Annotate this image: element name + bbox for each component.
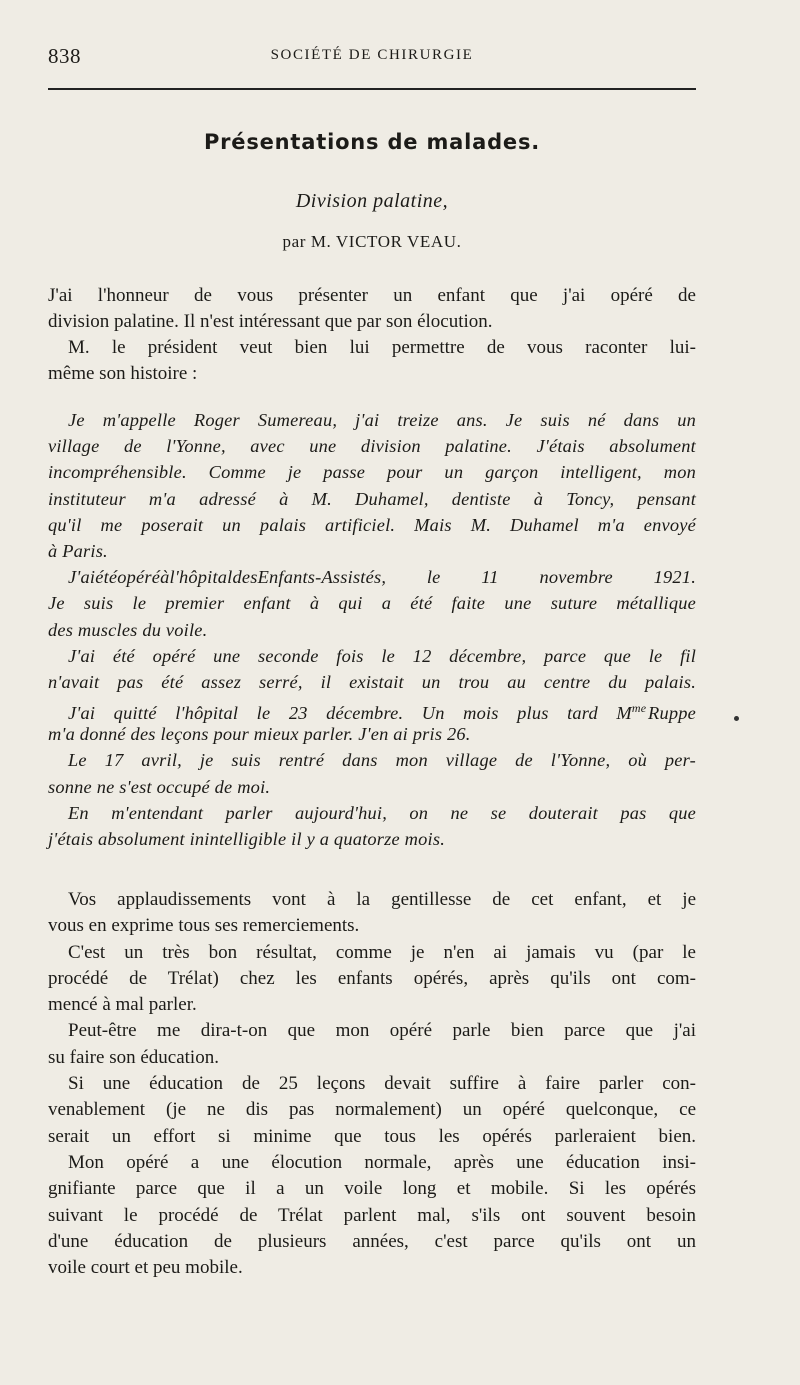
intro-line: J'ai l'honneur de vous présenter un enfant que j'ai opéré de [48, 285, 696, 306]
margin-ink-dot [734, 716, 739, 721]
testimony-line: j'étais absolument inintelligible il y a quatorze mois. [48, 829, 446, 849]
conclusion-line: voile court et peu mobile. [48, 1257, 243, 1279]
child-testimony [48, 407, 696, 852]
conclusion-line: suivant le procédé de Trélat parlent mal, s'ils ont souvent besoin [48, 1204, 696, 1226]
conclusion-line: vous en exprime tous ses remerciements. [48, 915, 360, 937]
superscript-madame: me [631, 701, 647, 716]
testimony-line: des muscles du voile. [48, 619, 208, 640]
conclusion-line: gnifiante parce que il a un voile long et mobile. Si les opérés [48, 1178, 696, 1200]
testimony-line: J'ai été opéré une seconde fois le 12 décembre, parce que le fil [68, 645, 696, 666]
conclusion-line: mencé à mal parler. [48, 994, 197, 1016]
conclusion-line: serait un effort si minime que tous les opérés parleraient bien. [48, 1125, 696, 1147]
testimony-line-start: J'ai quitté l'hôpital le 23 décembre. Un mois plus tard M [68, 703, 632, 724]
page-number: 838 [48, 44, 81, 68]
testimony-line-end: Ruppe [648, 703, 696, 724]
testimony-line: m'a donné des leçons pour mieux parler. J'en ai pris 26. [48, 724, 471, 745]
conclusion-line: Peut-être me dira-t-on que mon opéré parle bien parce que j'ai [68, 1020, 696, 1042]
section-title: Présentations de malades. [203, 130, 541, 154]
testimony-line: Je suis le premier enfant à qui a été faite une suture métallique [48, 593, 696, 614]
testimony-line: instituteur m'a adressé à M. Duhamel, dentiste à Toncy, pensant [48, 488, 696, 509]
conclusion-line: venablement (je ne dis pas normalement) un opéré quelconque, ce [48, 1099, 696, 1121]
testimony-line-with-superscript [48, 695, 696, 724]
testimony-line: n'avait pas été assez serré, il existait un trou au centre du palais. [48, 671, 696, 692]
page-header [48, 44, 696, 74]
testimony-line: Le 17 avril, je suis rentré dans mon village de l'Yonne, où per- [68, 750, 696, 771]
conclusion-paragraphs [48, 887, 696, 1281]
intro-line: division palatine. Il n'est intéressant que par son élocution. [48, 311, 493, 332]
article-byline: par M. VICTOR VEAU. [282, 232, 462, 251]
intro-paragraphs [48, 283, 696, 387]
conclusion-line: d'une éducation de plusieurs années, c'est parce qu'ils ont un [48, 1230, 696, 1252]
running-head: SOCIÉTÉ DE CHIRURGIE [270, 47, 474, 63]
testimony-line: J'aiétéopéréàl'hôpitaldesEnfants-Assistés, le 11 novembre 1921. [68, 567, 696, 588]
intro-line: M. le président veut bien lui permettre de vous raconter lui- [68, 337, 696, 358]
testimony-line: En m'entendant parler aujourd'hui, on ne se douterait pas que [68, 802, 696, 823]
conclusion-line: Si une éducation de 25 leçons devait suffire à faire parler con- [68, 1073, 696, 1095]
testimony-line: à Paris. [48, 540, 108, 561]
testimony-line: sonne ne s'est occupé de moi. [48, 776, 271, 797]
intro-line: même son histoire : [48, 363, 198, 384]
testimony-line: qu'il me poserait un palais artificiel. Mais M. Duhamel m'a envoyé [48, 514, 696, 535]
testimony-line: Je m'appelle Roger Sumereau, j'ai treize ans. Je suis né dans un [68, 410, 696, 430]
conclusion-line: Vos applaudissements vont à la gentillesse de cet enfant, et je [68, 889, 696, 910]
conclusion-line: procédé de Trélat) chez les enfants opérés, après qu'ils ont com- [48, 967, 696, 989]
testimony-line: incompréhensible. Comme je passe pour un garçon intelligent, mon [48, 462, 696, 483]
conclusion-line: C'est un très bon résultat, comme je n'en ai jamais vu (par le [68, 941, 696, 963]
conclusion-line: su faire son éducation. [48, 1046, 219, 1068]
conclusion-line: Mon opéré a une élocution normale, après une éducation insi- [68, 1151, 696, 1173]
article-subtitle: Division palatine, [295, 190, 449, 212]
header-rule [48, 88, 696, 90]
testimony-line: village de l'Yonne, avec une division palatine. J'étais absolument [48, 436, 696, 457]
